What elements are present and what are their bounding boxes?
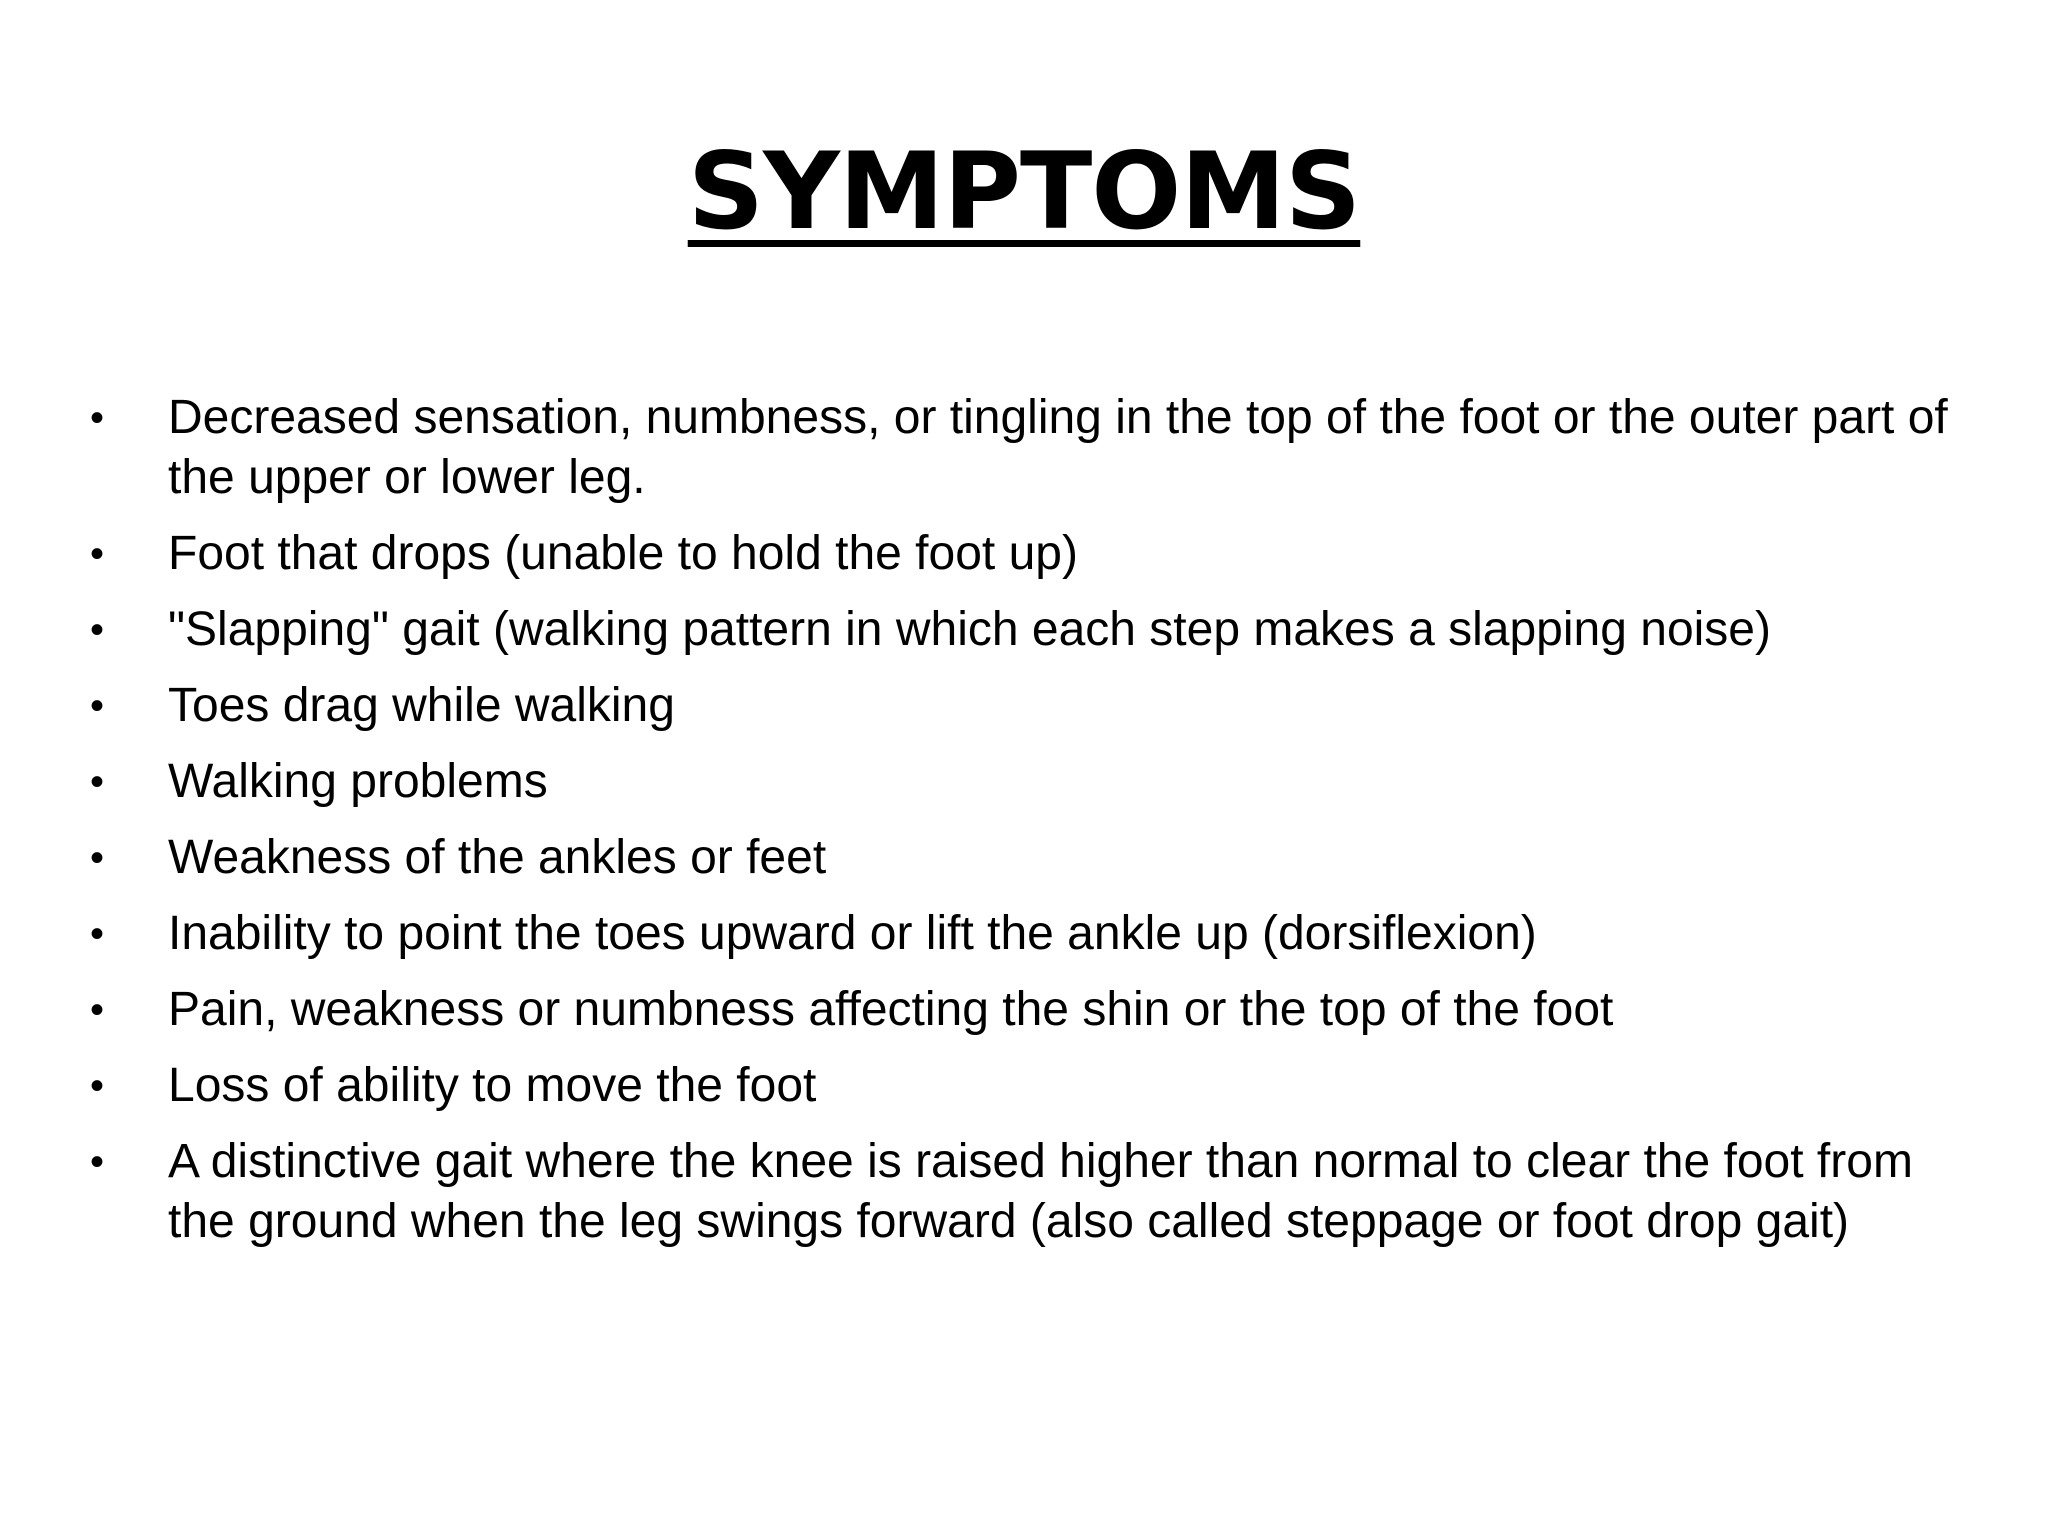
bullet-icon: •	[90, 988, 105, 1032]
list-item	[90, 1132, 1970, 1252]
list-item	[90, 676, 1970, 736]
list-item	[90, 980, 1970, 1040]
list-item-text: Decreased sensation, numbness, or tingling in the top of the foot or the outer part of the upper or lower leg.	[168, 391, 1948, 504]
list-item	[90, 752, 1970, 812]
bullet-icon: •	[90, 684, 105, 728]
list-item	[90, 828, 1970, 888]
bullet-icon: •	[90, 608, 105, 652]
bullet-icon: •	[90, 396, 105, 440]
bullet-icon: •	[90, 532, 105, 576]
list-item-text: Loss of ability to move the foot	[168, 1059, 817, 1112]
bullet-icon: •	[90, 760, 105, 804]
bullet-icon: •	[90, 836, 105, 880]
bullet-icon: •	[90, 1064, 105, 1108]
bullet-icon: •	[90, 912, 105, 956]
symptom-list	[90, 388, 1970, 1268]
list-item-text: "Slapping" gait (walking pattern in which each step makes a slapping noise)	[168, 603, 1771, 656]
bullet-icon: •	[90, 1140, 105, 1184]
list-item-text: Foot that drops (unable to hold the foot up)	[168, 527, 1078, 580]
list-item-text: Weakness of the ankles or feet	[168, 831, 827, 884]
list-item-text: Pain, weakness or numbness affecting the shin or the top of the foot	[168, 983, 1614, 1036]
slide-title-text: SYMPTOMS	[687, 130, 1361, 253]
list-item-text: A distinctive gait where the knee is raised higher than normal to clear the foot from the ground when the leg swings forward (also called steppage or foot drop gait)	[168, 1135, 1913, 1248]
list-item-text: Walking problems	[168, 755, 548, 808]
list-item	[90, 524, 1970, 584]
list-item	[90, 904, 1970, 964]
list-item	[90, 388, 1970, 508]
list-item	[90, 600, 1970, 660]
list-item-text: Inability to point the toes upward or lift the ankle up (dorsiflexion)	[168, 907, 1537, 960]
list-item-text: Toes drag while walking	[168, 679, 675, 732]
list-item	[90, 1056, 1970, 1116]
slide-title	[0, 128, 2048, 255]
